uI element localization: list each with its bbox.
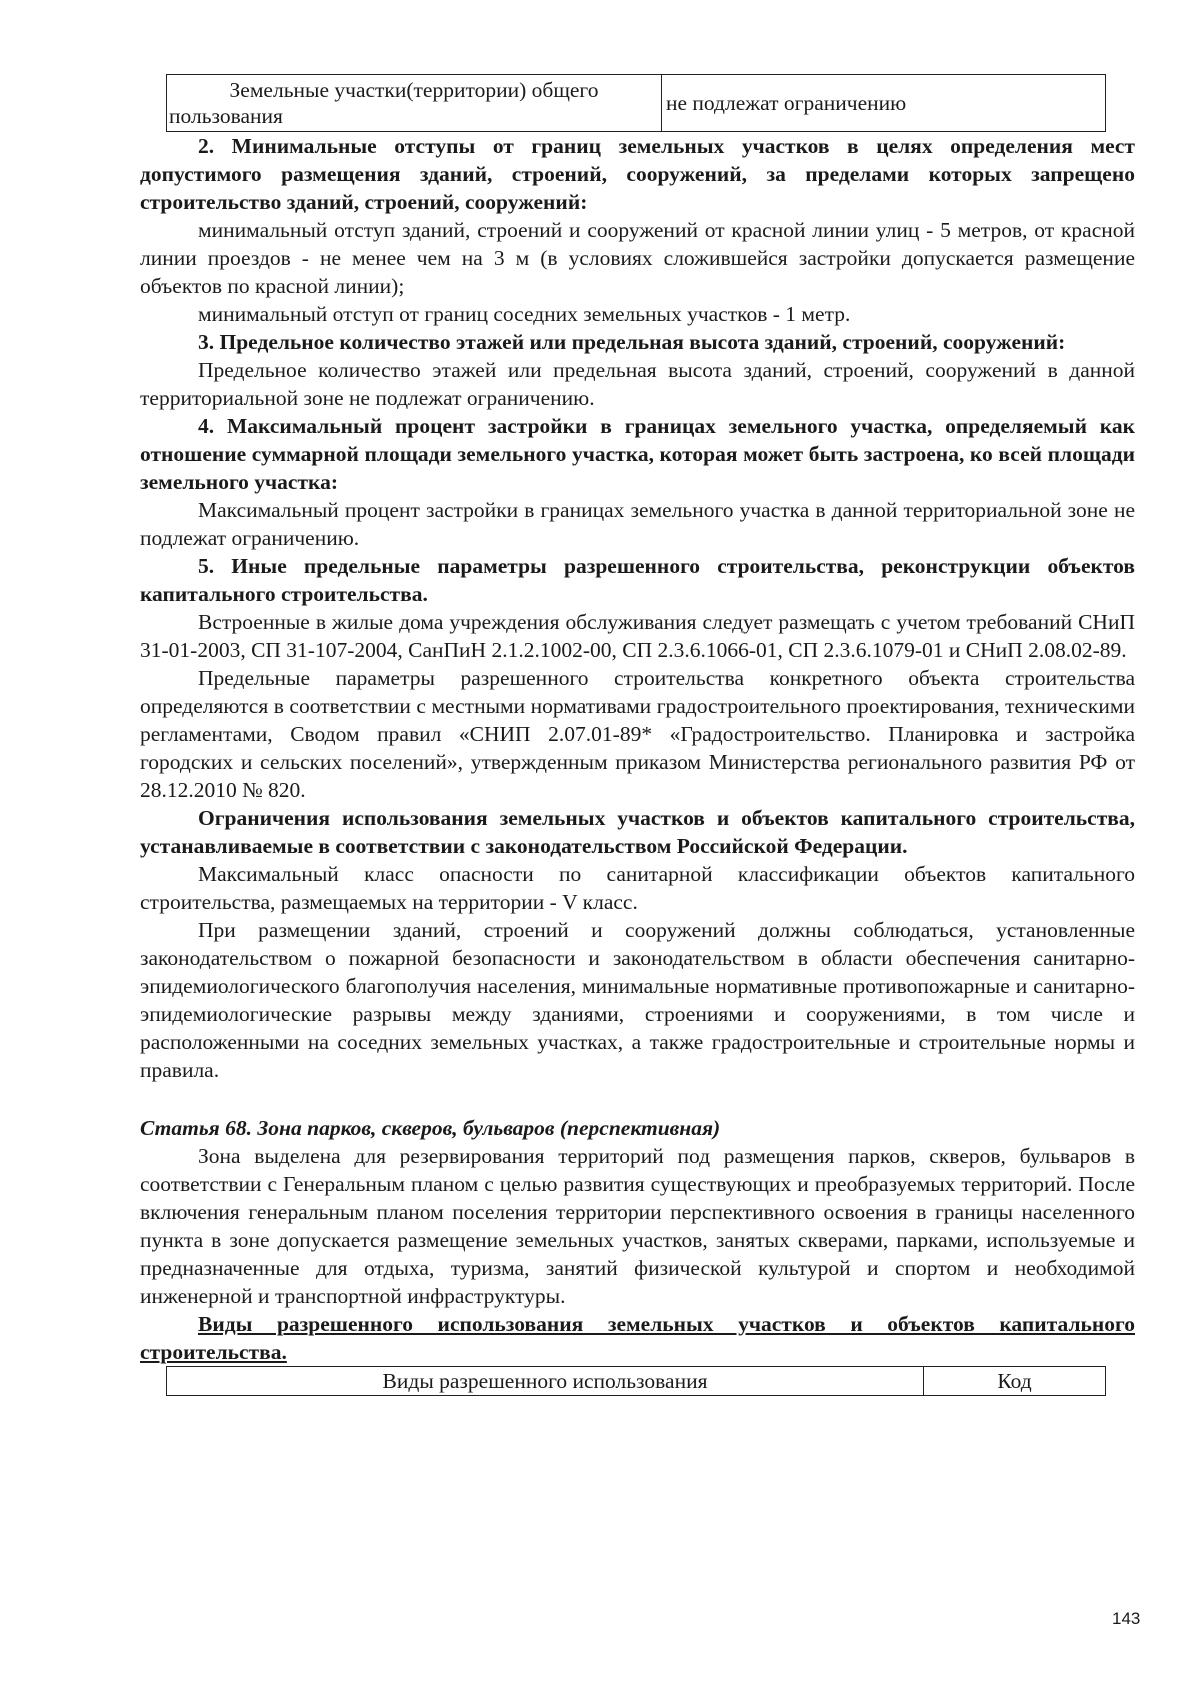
column-header-code: Код (924, 1367, 1106, 1396)
page-number: 143 (1112, 1609, 1141, 1628)
section-2-paragraph: минимальный отступ зданий, строений и сооружений от красной линии улиц - 5 метров, от красной линии проездов - не менее чем на 3 м (в условиях сложившейся застройки допускается размещение объектов по красной линии); (140, 218, 1135, 298)
section-2-heading: 2. Минимальные отступы от границ земельных участков в целях определения мест допустимого размещения зданий, строений, сооружений, за пределами которых запрещено строительство зданий, строений, сооружений: (140, 134, 1135, 214)
restrictions-heading: Ограничения использования земельных участков и объектов капитального строительства, устанавливаемые в соответствии с законодательством Российской Федерации. (140, 806, 1135, 858)
article-68-paragraph: Зона выделена для резервирования территорий под размещения парков, скверов, бульваров в соответствии с Генеральным планом с целью развития существующих и преобразуемых территорий. После включения генеральным планом поселения территории перспективного освоения в границы населенного пункта в зоне допускается размещение земельных участков, занятых скверами, парками, используемые и предназначенные для отдыха, туризма, занятий физической культурой и спортом и необходимой инженерной и транспортной инфраструктуры. (140, 1144, 1135, 1308)
section-3-paragraph: Предельное количество этажей или предельная высота зданий, строений, сооружений в данной территориальной зоне не подлежат ограничению. (140, 358, 1135, 410)
table-cell-line: пользования (169, 104, 283, 128)
column-header-uses: Виды разрешенного использования (167, 1367, 924, 1396)
table-header-row (167, 1367, 1106, 1396)
permitted-uses-table (166, 1366, 1106, 1396)
section-3-heading: 3. Предельное количество этажей или предельная высота зданий, строений, сооружений: (198, 330, 1066, 354)
section-5-paragraph: Встроенные в жилые дома учреждения обслуживания следует размещать с учетом требований СНиП 31-01-2003, СП 31-107-2004, СанПиН 2.1.2.1002-00, СП 2.3.6.1066-01, СП 2.3.6.1079-01 и СНиП 2.08.02-89. (140, 610, 1135, 662)
section-4-paragraph: Максимальный процент застройки в границах земельного участка в данной территориальной зоне не подлежат ограничению. (140, 498, 1135, 550)
permitted-uses-heading-text: Виды разрешенного использования земельных участков и объектов капитального строительства. (140, 1312, 1135, 1364)
table-row (167, 75, 1106, 132)
zoning-table-top (166, 74, 1106, 132)
table-cell-line: Земельные участки(территории) общего (229, 78, 599, 102)
restrictions-paragraph: Максимальный класс опасности по санитарной классификации объектов капитального строительства, размещаемых на территории - V класс. (140, 862, 1135, 914)
table-cell-land-type (167, 75, 662, 132)
table-cell-restriction: не подлежат ограничению (662, 75, 1106, 132)
restrictions-paragraph: При размещении зданий, строений и сооружений должны соблюдаться, установленные законодательством о пожарной безопасности и законодательством в области обеспечения санитарно-эпидемиологического благополучия населения, минимальные нормативные противопожарные и санитарно-эпидемиологические разрывы между зданиями, строениями и сооружениями, в том числе и расположенными на соседних земельных участках, а также градостроительные и строительные нормы и правила. (140, 918, 1135, 1082)
section-5-paragraph: Предельные параметры разрешенного строительства конкретного объекта строительства определяются в соответствии с местными нормативами градостроительного проектирования, техническими регламентами, Сводом правил «СНИП 2.07.01-89* «Градостроительство. Планировка и застройка городских и сельских поселений», утвержденным приказом Министерства регионального развития РФ от 28.12.2010 № 820. (140, 666, 1135, 802)
section-5-heading: 5. Иные предельные параметры разрешенного строительства, реконструкции объектов капитального строительства. (140, 554, 1135, 606)
permitted-uses-heading (140, 1310, 1135, 1366)
article-68-title: Статья 68. Зона парков, скверов, бульваров (перспективная) (140, 1116, 721, 1140)
section-4-heading: 4. Максимальный процент застройки в границах земельного участка, определяемый как отношение суммарной площади земельного участка, которая может быть застроена, ко всей площади земельного участка: (140, 414, 1135, 494)
section-2-paragraph: минимальный отступ от границ соседних земельных участков - 1 метр. (198, 302, 851, 326)
document-page (140, 74, 1135, 1396)
